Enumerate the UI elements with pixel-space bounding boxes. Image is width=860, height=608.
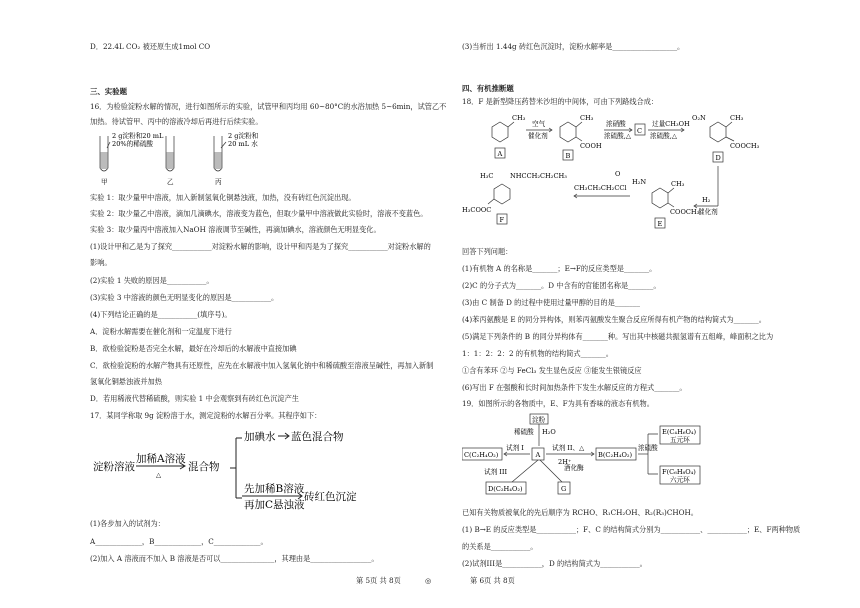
q16-sub1: (1)设计甲和乙是为了探究___________对淀粉水解的影响，设计甲和丙是为了探究___________对淀粉水解的 xyxy=(90,242,431,251)
synthesis-route-diagram xyxy=(462,108,860,238)
tube-label-jia: 甲 xyxy=(101,178,108,186)
q16-option-d: D．若用稀液代替稀硫酸，则实验 1 中会观察到有砖红色沉淀产生 xyxy=(90,394,299,403)
compound-b xyxy=(560,114,602,160)
reagent-h2so4-b: 浓硫酸,△ xyxy=(650,132,677,140)
node-e: E(C₄H₆O₄) xyxy=(662,428,697,436)
reagent-ch3oh: 过量CH₃OH xyxy=(652,120,690,128)
q18-sub1: (1)有机物 A 的名称是_______；E→F的反应类型是_______。 xyxy=(462,264,657,273)
tube-bing xyxy=(214,136,222,171)
node-d: D(C₂H₄O₂) xyxy=(488,485,523,493)
q19-sub2: (2)试剂III是___________，D 的结构简式为___________。 xyxy=(462,559,647,568)
q16-sub1-cont: 影响。 xyxy=(90,258,112,267)
node-e-ring: 五元环 xyxy=(670,436,690,444)
reagent-acyl-chloride: CH₃CH₂CH₂CCl xyxy=(574,184,627,192)
reagent-h2: H₂ xyxy=(702,196,711,204)
q18-sub5-cont: 1：1：2：2：2 的有机物的结构简式_______。 xyxy=(462,349,613,358)
tube-label-4: 20 mL 水 xyxy=(228,140,258,148)
flow-add-iodine: 加碘水 xyxy=(244,431,276,443)
group-cooch3-e: COOCH₃ xyxy=(670,208,700,216)
starch-conversion-diagram xyxy=(462,410,722,500)
node-b: B(C₂H₄O₂) xyxy=(598,451,633,459)
q16-option-c: C．欲检验淀粉的水解产物具有还原性，应先在水解液中加入氢氧化钠中和稀硫酸至溶液呈碱性，再加入新制 xyxy=(90,361,434,370)
label-h2o: H₂O xyxy=(542,428,556,436)
group-cooh-b: COOH xyxy=(580,142,602,150)
q19-stem: 19．如图所示的各物质中，E、F为具有香味的液态有机物。 xyxy=(462,399,654,408)
answer-prompt: 回答下列问题： xyxy=(462,247,513,256)
experiment-2: 实验 2：取少量乙中溶液，滴加几滴碘水，溶液变为蓝色，但取少量甲中溶液做此实验时，溶液不变蓝色。 xyxy=(90,209,428,218)
reagent-catalyst: 催化剂 xyxy=(528,132,548,140)
page-number-right: 第 6页 共 8页 xyxy=(470,576,515,585)
group-ch3-b: CH₃ xyxy=(580,114,594,122)
group-ch3-e: CH₃ xyxy=(671,180,685,188)
node-starch: 淀粉 xyxy=(532,416,546,424)
flow-blue-mixture: 蓝色混合物 xyxy=(291,431,344,443)
section-heading-organic: 四、有机推断题 xyxy=(462,84,514,93)
test-tubes-figure xyxy=(90,128,290,188)
group-ch3-a: CH₃ xyxy=(512,114,526,122)
q19-sub1-cont: 的关系是___________。 xyxy=(462,542,538,551)
label-zymase: 酒化酶 xyxy=(564,464,584,472)
q17-sub3: (3)当析出 1.44g 砖红色沉淀时，淀粉水解率是__________________。 xyxy=(462,42,685,51)
tube-label-1: 2 g淀粉和20 mL xyxy=(112,132,164,140)
node-g: G xyxy=(561,485,567,493)
group-cooch3-d: COOCH₃ xyxy=(730,142,760,150)
q17-reagents: A_____________，B_____________，C_____________。 xyxy=(90,537,268,546)
group-ch3-d: CH₃ xyxy=(730,114,744,122)
reagent-catalyst-2: 催化剂 xyxy=(698,208,718,216)
compound-d xyxy=(692,114,760,162)
q16-option-b: B．欲检验淀粉是否完全水解，最好在冷却后的水解液中直接加碘 xyxy=(90,344,297,353)
node-f-ring: 六元环 xyxy=(670,476,690,484)
flow-add-c: 再加C悬浊液 xyxy=(244,499,305,511)
q16-stem: 16．为检验淀粉水解的情况，进行如图所示的实验，试管甲和丙均用 60~80°C的水浴加热 5~6min，试管乙不 xyxy=(90,102,447,111)
node-c: C(C₂H₄O₂) xyxy=(464,451,499,459)
q16-option-c-cont: 氢氧化铜悬浊液并加热 xyxy=(90,377,162,386)
label-conc-h2so4: 浓硫酸 xyxy=(638,444,658,452)
tube-jia xyxy=(100,136,108,171)
q16-option-a: A．淀粉水解需要在催化剂和一定温度下进行 xyxy=(90,327,232,336)
flow-add-b: 先加稀B溶液 xyxy=(244,483,305,495)
q16-sub2: (2)实验 1 失败的原因是___________。 xyxy=(90,276,214,285)
tube-label-bing: 丙 xyxy=(215,178,222,186)
label-f: F xyxy=(499,216,505,224)
compound-f xyxy=(462,172,567,224)
label-reagent-i: 试剂 I xyxy=(506,444,524,452)
label-2h: 2H⁺ xyxy=(558,458,572,466)
q18-conditions: ①含有苯环 ②与 FeCl₃ 发生显色反应 ③能发生银镜反应 xyxy=(462,366,642,375)
section-heading-experiment: 三、实验题 xyxy=(90,87,127,96)
reagent-air: 空气 xyxy=(532,120,546,128)
flow-red-precipitate: 砖红色沉淀 xyxy=(304,491,357,503)
q18-sub6: (6)写出 F 在强酸和长时间加热条件下发生水解反应的方程式_______。 xyxy=(462,383,687,392)
q18-sub5: (5)满足下列条件的 B 的同分异构体有_______种。写出其中核磁共振氢谱有五组峰，峰面积之比为 xyxy=(462,332,774,341)
flow-mixture: 混合物 xyxy=(188,461,220,473)
flow-add-a: 加稀A溶液 xyxy=(136,453,186,465)
label-dilute-h2so4: 稀硫酸 xyxy=(514,428,534,436)
label-a: A xyxy=(497,150,503,158)
q18-stem: 18．F 是新型降压药替米沙坦的中间体，可由下列路线合成： xyxy=(462,97,659,106)
group-h3cooc: H₃COOC xyxy=(462,206,492,214)
flow-heat: △ xyxy=(156,471,162,479)
label-b: B xyxy=(565,152,571,160)
tube-label-yi: 乙 xyxy=(167,178,174,186)
q15-option-d: D．22.4L CO₂ 被还原生成1mol CO xyxy=(90,42,211,51)
compound-a xyxy=(492,114,526,158)
label-reagent-iii: 试剂 III xyxy=(484,468,508,476)
label-d: D xyxy=(715,154,721,162)
experiment-3: 实验 3：取少量丙中溶液加入NaOH 溶液调节至碱性，再滴加碘水，溶液颜色无明显变化。 xyxy=(90,225,381,234)
group-no2: O₂N xyxy=(692,114,706,122)
node-f: F(C₆H₈O₄) xyxy=(662,468,696,476)
group-amide: NHCCH₂CH₂CH₃ xyxy=(510,172,567,180)
known-info: 已知有关物质被氧化的先后顺序为 RCHO、R₁CH₂OH、R₂(R₃)CHOH。 xyxy=(462,508,698,517)
q17-sub1: (1)各步加入的试剂为： xyxy=(90,519,165,528)
q17-sub2: (2)加入 A 溶液而不加入 B 溶液是否可以_______________，其理由是_________________。 xyxy=(90,554,379,563)
q16-stem-cont: 加热。待试管甲、丙中的溶液冷却后再进行后续实验。 xyxy=(90,117,263,126)
tube-label-3: 2 g淀粉和 xyxy=(228,132,259,140)
compound-e xyxy=(632,178,700,228)
reagent-h2so4: 浓硫酸,△ xyxy=(604,132,631,140)
q16-sub3: (3)实验 3 中溶液的颜色无明显变化的原因是___________。 xyxy=(90,293,279,302)
group-carbonyl-o: O xyxy=(615,170,621,178)
tube-yi xyxy=(166,136,174,171)
hydrolysis-flow-diagram xyxy=(90,424,390,514)
q18-sub2: (2)C 的分子式为_______。D 中含有的官能团名称是_______。 xyxy=(462,281,661,290)
center-mark-icon: ◎ xyxy=(425,576,432,585)
tube-label-2: 20%的稀硫酸 xyxy=(112,140,154,148)
label-reagent-ii: 试剂 II、△ xyxy=(552,444,585,452)
q17-stem: 17．某同学称取 9g 淀粉溶于水，测定淀粉的水解百分率。其程序如下： xyxy=(90,411,322,420)
experiment-1: 实验 1：取少量甲中溶液，加入新制氢氧化铜悬浊液，加热，没有砖红色沉淀出现。 xyxy=(90,193,356,202)
q18-sub4: (4)苯丙氨酸是 E 的同分异构体，则苯丙氨酸发生聚合反应所得有机产物的结构简式为_______。 xyxy=(462,315,766,324)
label-c: C xyxy=(637,127,643,135)
flow-starch-solution: 淀粉溶液 xyxy=(93,461,135,473)
node-a: A xyxy=(535,451,541,459)
reagent-hno3: 浓硝酸 xyxy=(606,120,626,128)
label-e: E xyxy=(657,220,663,228)
q18-sub3: (3)由 C 制备 D 的过程中使用过量甲醇的目的是_______ xyxy=(462,298,640,307)
q16-sub4: (4)下列结论正确的是___________(填序号)。 xyxy=(90,310,232,319)
q19-sub1: (1) B→E 的反应类型是___________；F、C 的结构简式分别为___________、___________；E、F两种物质 xyxy=(462,525,801,534)
group-h2n: H₂N xyxy=(632,178,647,186)
page-number-left: 第 5页 共 8页 xyxy=(356,576,401,585)
group-h3c: H₃C xyxy=(480,172,494,180)
